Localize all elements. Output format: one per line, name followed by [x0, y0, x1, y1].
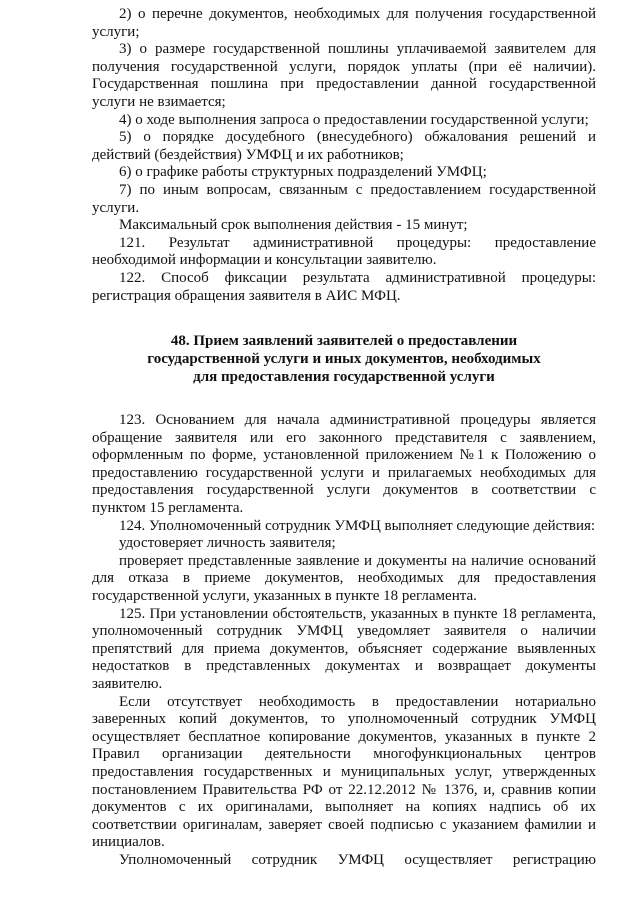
paragraph-123: 123. Основанием для начала административной процедуры является обращение заявителя или его законного представителя с заявлением, оформленным по форме, установленной приложением №1 к Положению о предоставлению государственной услуги и прилагаемых необходимых для предоставления государственной услуги документов в соответствии с пунктом 15 регламента. [92, 412, 596, 517]
section-heading-48 [92, 332, 596, 386]
paragraph-item-7: 7) по иным вопросам, связанным с предоставлением государственной услуги. [92, 181, 596, 216]
paragraph-item-2: 2) о перечне документов, необходимых для получения государственной услуги; [92, 6, 596, 40]
paragraph-documents-check: проверяет представленные заявление и документы на наличие оснований для отказа в приеме документов, необходимых для предоставления государственной услуги, указанных в пункте 18 регламента. [92, 552, 596, 605]
paragraph-registration: Уполномоченный сотрудник УМФЦ осуществляет регистрацию [119, 851, 596, 868]
paragraph-item-4: 4) о ходе выполнения запроса о предоставлении государственной услуги; [119, 111, 589, 128]
paragraph-item-6: 6) о графике работы структурных подразделений УМФЦ; [119, 164, 487, 181]
paragraph-124: 124. Уполномоченный сотрудник УМФЦ выполняет следующие действия: [119, 517, 596, 534]
paragraph-125: 125. При установлении обстоятельств, указанных в пункте 18 регламента, уполномоченный сотрудник УМФЦ уведомляет заявителя о наличии препятствий для приема документов, объясняет содержание выявленных недостатков в представленных документах и возвращает документы заявителю. [92, 605, 596, 692]
paragraph-identity-check: удостоверяет личность заявителя; [119, 535, 336, 552]
paragraph-item-3: 3) о размере государственной пошлины уплачиваемой заявителем для получения государственной услуги, порядок уплаты (при её наличии). Государственная пошлина при предоставлении данной государственной услуги не взимается; [92, 41, 596, 110]
section-heading-line: 48. Прием заявлений заявителей о предоставлении [170, 333, 518, 350]
paragraph-copying: Если отсутствует необходимость в предоставлении нотариально заверенных копий документов, то уполномоченный сотрудник УМФЦ осуществляет бесплатное копирование документов, указанных в пункте 2 Правил организации деятельности многофункциональных центров предоставления государственных и муниципальных услуг, утвержденных постановлением Правительства РФ от 22.12.2012 № 1376, и, сравнив копии документов с их оригиналами, выполняет на копиях надпись об их соответствии оригиналам, заверяет своей подписью с указанием фамилии и инициалов. [92, 693, 596, 851]
paragraph-122: 122. Способ фиксации результата административной процедуры: регистрация обращения заявителя в АИС МФЦ. [92, 269, 596, 304]
section-heading-line: государственной услуги и иных документов, необходимых [147, 351, 541, 368]
paragraph-item-5: 5) о порядке досудебного (внесудебного) обжалования решений и действий (бездействия) УМФЦ и их работников; [92, 129, 596, 163]
paragraph-121: 121. Результат административной процедуры: предоставление необходимой информации и консультации заявителю. [92, 234, 596, 269]
section-heading-line: для предоставления государственной услуги [193, 369, 495, 386]
paragraph-max-time: Максимальный срок выполнения действия - 15 минут; [119, 217, 468, 234]
